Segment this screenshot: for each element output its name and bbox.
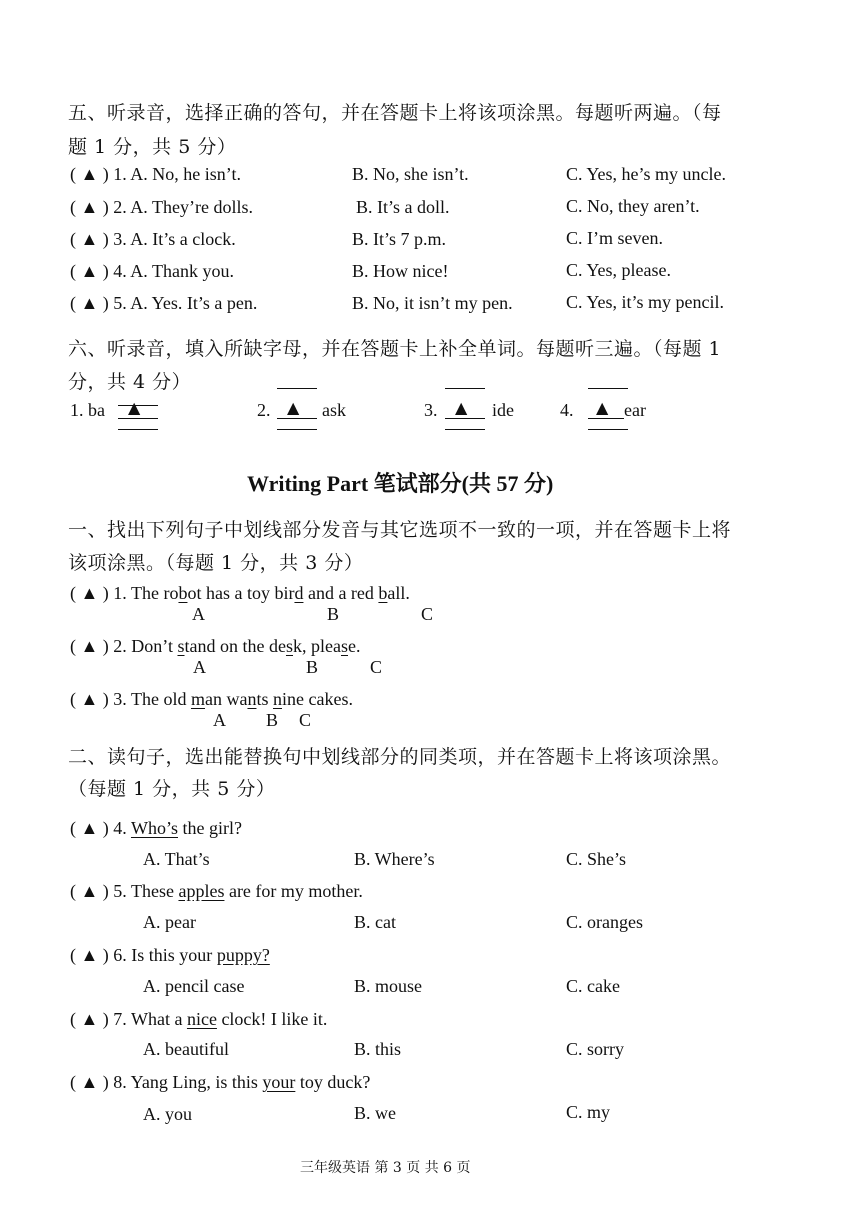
w1-q2-text-3: k, plea [293,636,341,656]
w2-heading-line1: 二、读句子，选出能替换句中划线部分的同类项，并在答题卡上将该项涂黑。 [68,746,732,768]
w1-q2-label-b: B [306,657,319,677]
w1-q2-underline-b: s [285,636,293,656]
w2-q6 [70,945,270,966]
w2-q8-text-1: ( ▲ ) 8. Yang Ling, is this [70,1072,263,1092]
part6-item1 [70,400,105,421]
w1-q3-underline-a: m [190,689,205,709]
w1-q2-underline-a: s [177,636,185,656]
part6-item1-mark: ▲ [128,398,141,417]
part6-item2-bottom-line [277,429,317,430]
part5-q1-option-c: C. Yes, he’s my uncle. [566,164,727,184]
w2-q8-option-b: B. we [354,1103,396,1123]
w2-q5-option-a: A. pear [143,912,196,932]
w2-q5-underline: apples [178,881,225,901]
w2-q7-text-1: ( ▲ ) 7. What a [70,1009,187,1029]
w2-q7 [70,1009,327,1030]
w2-q4-option-c: C. She’s [566,849,627,869]
w1-q1 [70,583,410,604]
part6-item1-text: 1. ba [70,400,105,420]
w1-q3-label-b: B [266,710,279,730]
writing-part-title: Writing Part 笔试部分(共 57 分) [247,471,554,496]
w2-q4-option-b: B. Where’s [354,849,435,869]
part6-item3-mark: ▲ [455,398,468,417]
w1-q3-text-1: ( ▲ ) 3. The old [70,689,191,709]
w1-q3 [70,689,353,710]
w2-q4 [70,818,242,839]
w1-q3-text-3: ts [256,689,273,709]
w1-q3-underline-c: n [272,689,282,709]
part5-q2: ( ▲ ) 2. A. They’re dolls. [70,197,253,217]
w1-q1-underline-a: b [178,583,188,603]
part6-item4-mark: ▲ [596,398,609,417]
w1-q2-text-4: e. [348,636,361,656]
w1-q3-label-c: C [299,710,312,730]
w1-heading-line2: 该项涂黑。（每题 1 分，共 3 分） [68,552,364,574]
part5-q3-option-c: C. I’m seven. [566,228,663,248]
w2-q6-option-c: C. cake [566,976,620,996]
page-footer: 三年级英语 第 3 页 共 6 页 [300,1160,471,1176]
w1-q1-text-3: and a red [303,583,379,603]
part6-item2-top-line [277,388,317,389]
w2-q7-underline: nice [186,1009,217,1029]
part5-q1-option-b: B. No, she isn’t. [352,164,469,184]
w1-q1-label-c: C [421,604,434,624]
part5-q5-option-c: C. Yes, it’s my pencil. [566,292,725,312]
part6-item4-after: ear [624,400,646,420]
w2-q6-option-a: A. pencil case [143,976,245,996]
w2-q5 [70,881,363,902]
w2-q6-text-1: ( ▲ ) 6. Is this your [70,945,217,965]
w2-q8-underline: your [262,1072,296,1092]
w2-q6-option-b: B. mouse [354,976,423,996]
part6-heading-line2: 分，共 4 分） [68,371,192,393]
part5-heading-line2: 题 1 分，共 5 分） [68,136,237,158]
part6-item4-top-line [588,388,628,389]
part5-q1: ( ▲ ) 1. A. No, he isn’t. [70,164,241,184]
w2-q8 [70,1072,370,1093]
w1-q3-text-2: an wa [204,689,248,709]
w1-q2-text-2: tand on the de [184,636,286,656]
w2-q7-text-2: clock! I like it. [216,1009,328,1029]
part6-item3-top-line [445,388,485,389]
part6-item2-num: 2. [257,400,271,420]
part5-q3: ( ▲ ) 3. A. It’s a clock. [70,229,236,249]
part6-item1-mid-line [118,418,158,419]
w2-q4-text-2: the girl? [177,818,242,838]
part5-q2-option-c: C. No, they aren’t. [566,196,700,216]
part6-item4-mid-line [588,418,624,419]
part6-item4-bottom-line [588,429,628,430]
w1-q2-underline-c: s [340,636,348,656]
part6-item3-mid-line [445,418,485,419]
w1-q1-text-4: all. [387,583,410,603]
w1-heading-line1: 一、找出下列句子中划线部分发音与其它选项不一致的一项，并在答题卡上将 [68,519,732,541]
part6-item3-num: 3. [424,400,438,420]
w2-q4-option-a: A. That’s [143,849,210,869]
w1-q3-label-a: A [213,710,226,730]
w2-q8-option-a: A. you [143,1104,192,1124]
part6-item3-after: ide [492,400,514,420]
w2-q5-text-2: are for my mother. [224,881,363,901]
w2-q5-option-b: B. cat [354,912,396,932]
w2-q7-option-b: B. this [354,1039,402,1059]
part6-item1-bottom-line [118,429,158,430]
part5-q3-option-b: B. It’s 7 p.m. [352,229,447,249]
part5-q4: ( ▲ ) 4. A. Thank you. [70,261,234,281]
w2-q8-text-2: toy duck? [295,1072,371,1092]
w2-q7-option-c: C. sorry [566,1039,624,1059]
w1-q1-underline-b: d [294,583,304,603]
w2-q5-option-c: C. oranges [566,912,643,932]
w1-q2-label-c: C [370,657,383,677]
w2-q8-option-c: C. my [566,1102,611,1122]
w1-q1-label-b: B [327,604,340,624]
part6-item4-num: 4. [560,400,574,420]
w1-q2-label-a: A [193,657,206,677]
w2-q4-text-1: ( ▲ ) 4. [70,818,131,838]
w1-q1-label-a: A [192,604,205,624]
part5-q4-option-c: C. Yes, please. [566,260,672,280]
part5-q4-option-b: B. How nice! [352,261,449,281]
part5-q5: ( ▲ ) 5. A. Yes. It’s a pen. [70,293,258,313]
w1-q3-underline-b: n [247,689,257,709]
w1-q1-text-1: ( ▲ ) 1. The ro [70,583,179,603]
part5-q5-option-b: B. No, it isn’t my pen. [352,293,513,313]
part6-heading-line1: 六、听录音，填入所缺字母，并在答题卡上补全单词。每题听三遍。（每题 1 [68,338,722,360]
w1-q3-text-4: ine cakes. [281,689,353,709]
part5-q2-option-b: B. It’s a doll. [356,197,450,217]
w2-heading-line2: （每题 1 分，共 5 分） [68,778,276,800]
w1-q2-text-1: ( ▲ ) 2. Don’t [70,636,178,656]
w2-q6-underline: puppy? [216,945,270,965]
part5-heading-line1: 五、听录音，选择正确的答句，并在答题卡上将该项涂黑。每题听两遍。（每 [68,102,722,124]
part6-item3-bottom-line [445,429,485,430]
part6-item2-mid-line [277,418,317,419]
w1-q1-underline-c: b [378,583,388,603]
part6-item2-after: ask [322,400,346,420]
w1-q1-text-2: ot has a toy bir [187,583,295,603]
w2-q4-underline: Who’s [130,818,178,838]
w2-q7-option-a: A. beautiful [143,1039,229,1059]
part6-item2-mark: ▲ [287,398,300,417]
w2-q5-text-1: ( ▲ ) 5. These [70,881,179,901]
w1-q2 [70,636,361,657]
